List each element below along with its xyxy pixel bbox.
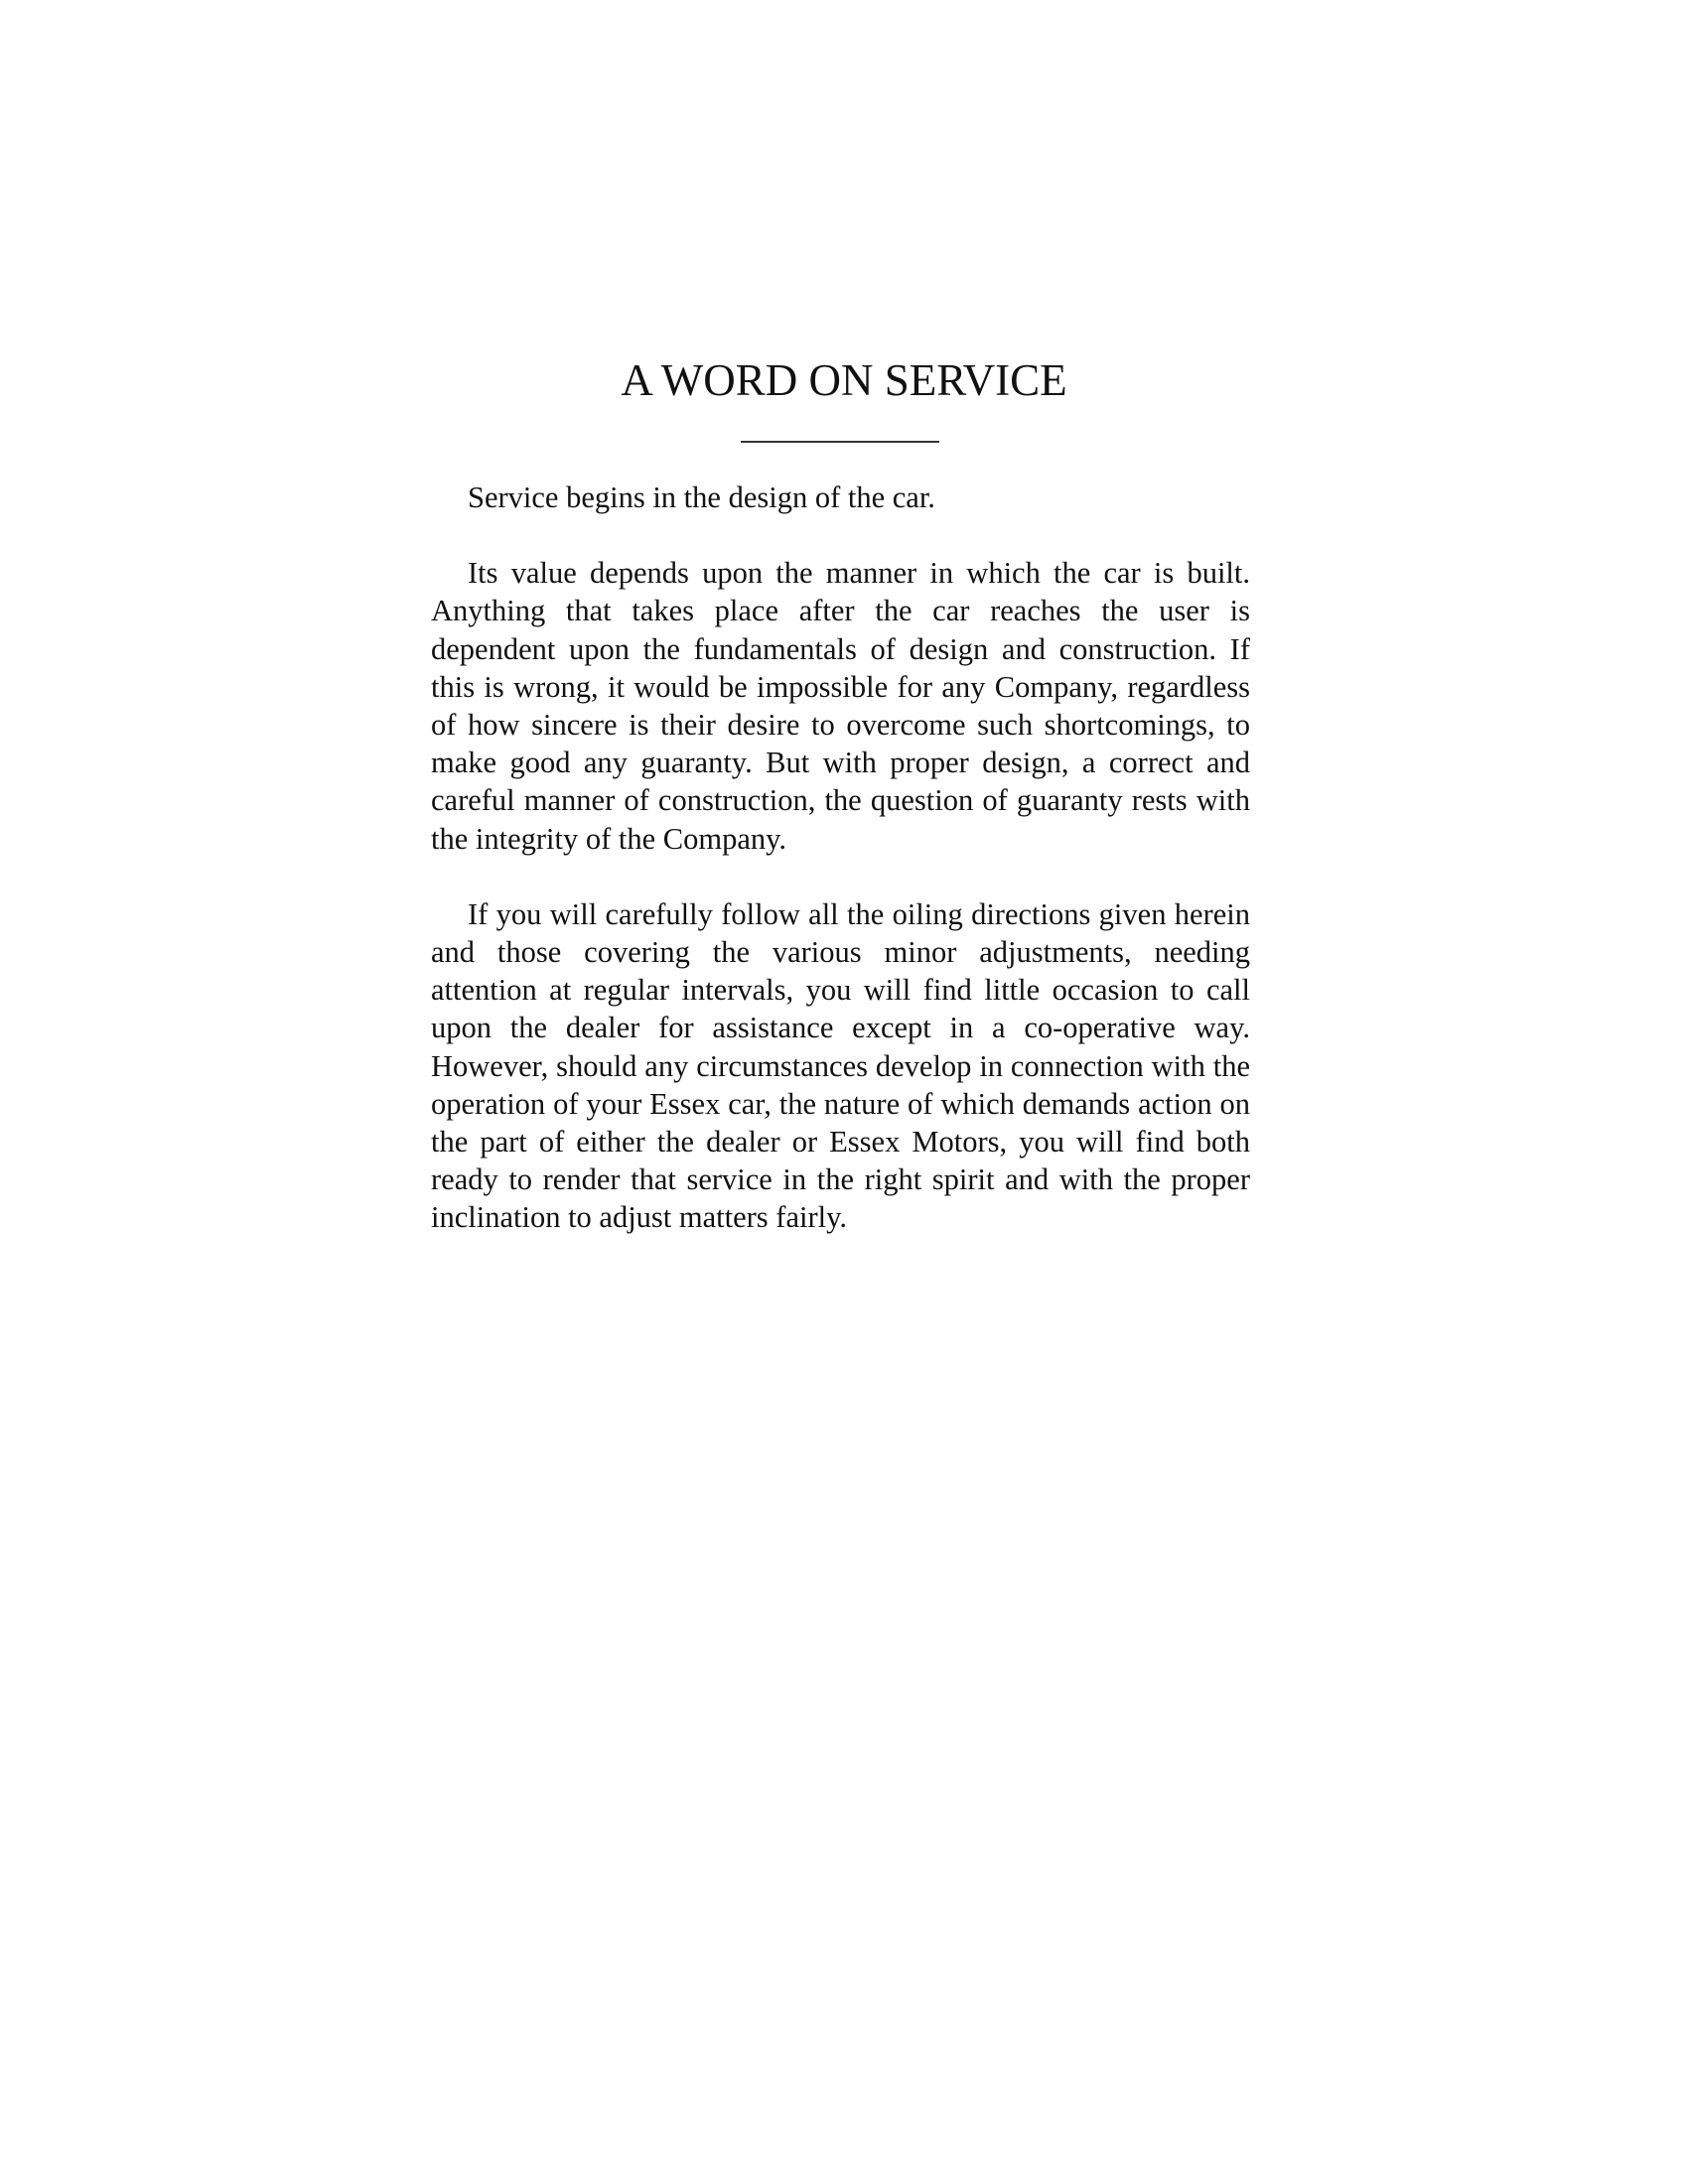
paragraph-2: Its value depends upon the manner in which the car is built. Anything that takes place after the car reaches the user is dependent upon the fundamentals of design and construction. If this is wrong, it would be impossible for any Company, regardless of how sincere is their desire to overcome such shortcomings, to make good any guaranty. But with proper design, a correct and careful manner of construction, the question of guaranty rests with the integrity of the Company. [431,556,1250,856]
body-text [431,478,1250,1275]
page-title: A WORD ON SERVICE [621,355,1067,405]
title-divider [741,441,939,443]
paragraph-3: If you will carefully follow all the oiling directions given herein and those covering the various minor adjustments, needing attention at regular intervals, you will find little occasion to call upon the dealer for assistance except in a co-operative way. However, should any circumstances develop in connection with the operation of your Essex car, the nature of which demands action on the part of either the dealer or Essex Motors, you will find both ready to render that service in the right spirit and with the proper inclination to adjust matters fairly. [431,896,1250,1235]
paragraph-1: Service begins in the design of the car. [468,480,935,514]
